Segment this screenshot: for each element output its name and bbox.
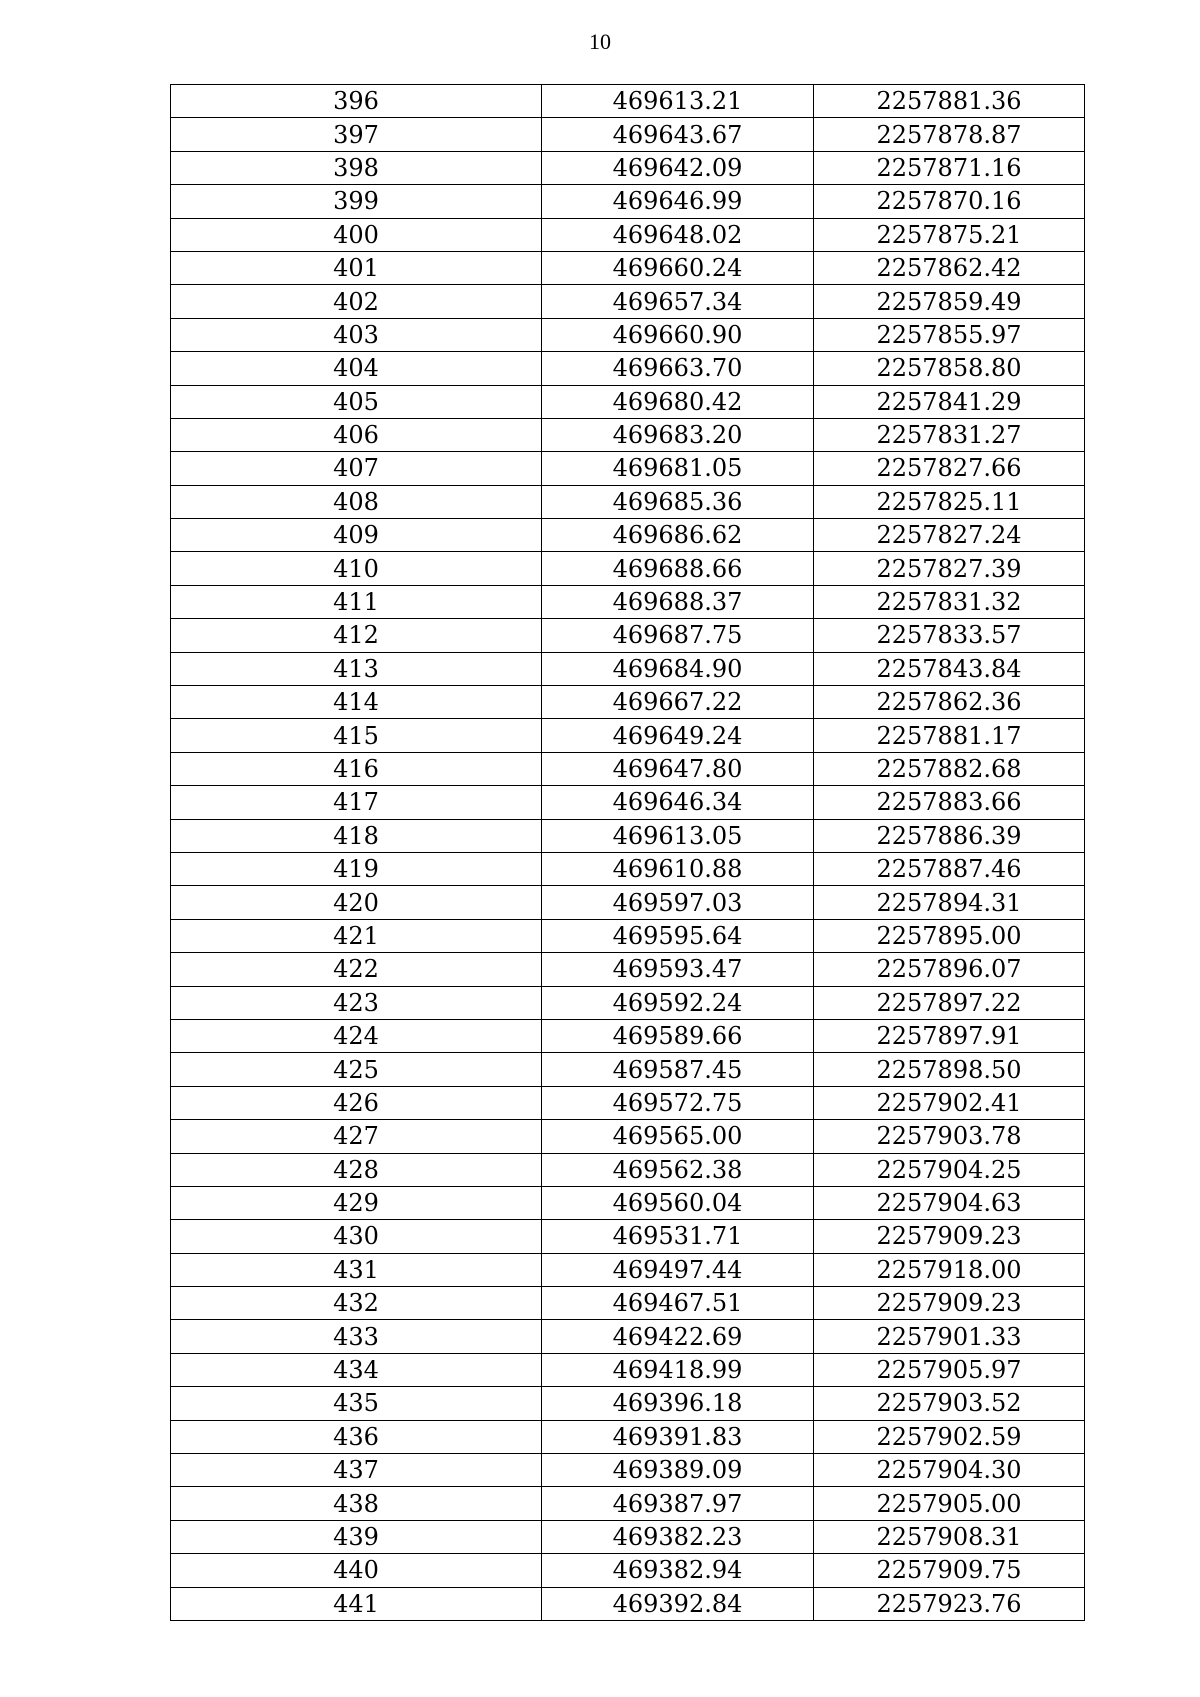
y-coordinate-cell: 2257825.11 [814,485,1085,518]
y-coordinate-cell: 2257883.66 [814,786,1085,819]
x-coordinate-cell: 469597.03 [542,886,814,919]
point-number-cell: 417 [171,786,542,819]
point-number-cell: 424 [171,1019,542,1052]
x-coordinate-cell: 469657.34 [542,285,814,318]
y-coordinate-cell: 2257904.25 [814,1153,1085,1186]
y-coordinate-cell: 2257923.76 [814,1587,1085,1620]
table-row [171,452,1085,485]
point-number-cell: 403 [171,318,542,351]
table-row [171,786,1085,819]
table-row [171,886,1085,919]
x-coordinate-cell: 469687.75 [542,619,814,652]
x-coordinate-cell: 469418.99 [542,1353,814,1386]
y-coordinate-cell: 2257831.27 [814,418,1085,451]
x-coordinate-cell: 469382.94 [542,1554,814,1587]
y-coordinate-cell: 2257902.59 [814,1420,1085,1453]
y-coordinate-cell: 2257895.00 [814,919,1085,952]
table-row [171,585,1085,618]
y-coordinate-cell: 2257862.42 [814,251,1085,284]
x-coordinate-cell: 469422.69 [542,1320,814,1353]
y-coordinate-cell: 2257897.91 [814,1019,1085,1052]
x-coordinate-cell: 469660.24 [542,251,814,284]
x-coordinate-cell: 469560.04 [542,1186,814,1219]
y-coordinate-cell: 2257833.57 [814,619,1085,652]
x-coordinate-cell: 469391.83 [542,1420,814,1453]
table-row [171,1420,1085,1453]
point-number-cell: 429 [171,1186,542,1219]
table-row [171,986,1085,1019]
y-coordinate-cell: 2257902.41 [814,1086,1085,1119]
x-coordinate-cell: 469643.67 [542,118,814,151]
point-number-cell: 432 [171,1287,542,1320]
x-coordinate-cell: 469648.02 [542,218,814,251]
y-coordinate-cell: 2257909.75 [814,1554,1085,1587]
y-coordinate-cell: 2257831.32 [814,585,1085,618]
point-number-cell: 413 [171,652,542,685]
y-coordinate-cell: 2257862.36 [814,686,1085,719]
point-number-cell: 399 [171,185,542,218]
table-row [171,118,1085,151]
x-coordinate-cell: 469646.34 [542,786,814,819]
point-number-cell: 427 [171,1120,542,1153]
point-number-cell: 407 [171,452,542,485]
y-coordinate-cell: 2257905.00 [814,1487,1085,1520]
y-coordinate-cell: 2257881.17 [814,719,1085,752]
table-row [171,318,1085,351]
table-row [171,1253,1085,1286]
x-coordinate-cell: 469389.09 [542,1454,814,1487]
y-coordinate-cell: 2257827.66 [814,452,1085,485]
y-coordinate-cell: 2257909.23 [814,1287,1085,1320]
point-number-cell: 396 [171,85,542,118]
y-coordinate-cell: 2257901.33 [814,1320,1085,1353]
x-coordinate-cell: 469647.80 [542,752,814,785]
y-coordinate-cell: 2257904.63 [814,1186,1085,1219]
table-row [171,1487,1085,1520]
y-coordinate-cell: 2257875.21 [814,218,1085,251]
y-coordinate-cell: 2257897.22 [814,986,1085,1019]
point-number-cell: 439 [171,1520,542,1553]
point-number-cell: 434 [171,1353,542,1386]
point-number-cell: 406 [171,418,542,451]
table-row [171,852,1085,885]
table-row [171,1320,1085,1353]
table-row [171,953,1085,986]
x-coordinate-cell: 469642.09 [542,151,814,184]
table-row [171,1120,1085,1153]
x-coordinate-cell: 469688.66 [542,552,814,585]
x-coordinate-cell: 469686.62 [542,519,814,552]
point-number-cell: 410 [171,552,542,585]
x-coordinate-cell: 469592.24 [542,986,814,1019]
x-coordinate-cell: 469467.51 [542,1287,814,1320]
point-number-cell: 422 [171,953,542,986]
y-coordinate-cell: 2257905.97 [814,1353,1085,1386]
x-coordinate-cell: 469613.21 [542,85,814,118]
table-row [171,819,1085,852]
y-coordinate-cell: 2257827.24 [814,519,1085,552]
point-number-cell: 401 [171,251,542,284]
x-coordinate-cell: 469685.36 [542,485,814,518]
table-row [171,1387,1085,1420]
point-number-cell: 409 [171,519,542,552]
table-row [171,1019,1085,1052]
x-coordinate-cell: 469565.00 [542,1120,814,1153]
y-coordinate-cell: 2257882.68 [814,752,1085,785]
x-coordinate-cell: 469392.84 [542,1587,814,1620]
y-coordinate-cell: 2257898.50 [814,1053,1085,1086]
table-row [171,251,1085,284]
table-row [171,285,1085,318]
point-number-cell: 431 [171,1253,542,1286]
point-number-cell: 440 [171,1554,542,1587]
point-number-cell: 430 [171,1220,542,1253]
point-number-cell: 423 [171,986,542,1019]
y-coordinate-cell: 2257870.16 [814,185,1085,218]
x-coordinate-cell: 469684.90 [542,652,814,685]
x-coordinate-cell: 469396.18 [542,1387,814,1420]
table-row [171,652,1085,685]
point-number-cell: 436 [171,1420,542,1453]
x-coordinate-cell: 469660.90 [542,318,814,351]
x-coordinate-cell: 469562.38 [542,1153,814,1186]
point-number-cell: 426 [171,1086,542,1119]
table-row [171,151,1085,184]
x-coordinate-cell: 469587.45 [542,1053,814,1086]
point-number-cell: 419 [171,852,542,885]
x-coordinate-cell: 469572.75 [542,1086,814,1119]
point-number-cell: 435 [171,1387,542,1420]
table-row [171,1520,1085,1553]
table-row [171,385,1085,418]
x-coordinate-cell: 469610.88 [542,852,814,885]
table-row [171,485,1085,518]
point-number-cell: 420 [171,886,542,919]
table-row [171,1587,1085,1620]
point-number-cell: 405 [171,385,542,418]
x-coordinate-cell: 469646.99 [542,185,814,218]
table-row [171,619,1085,652]
table-row [171,1053,1085,1086]
y-coordinate-cell: 2257887.46 [814,852,1085,885]
point-number-cell: 441 [171,1587,542,1620]
page-number: 10 [589,29,611,54]
x-coordinate-cell: 469667.22 [542,686,814,719]
point-number-cell: 425 [171,1053,542,1086]
point-number-cell: 438 [171,1487,542,1520]
point-number-cell: 414 [171,686,542,719]
y-coordinate-cell: 2257878.87 [814,118,1085,151]
y-coordinate-cell: 2257909.23 [814,1220,1085,1253]
x-coordinate-cell: 469387.97 [542,1487,814,1520]
table-row [171,1287,1085,1320]
point-number-cell: 418 [171,819,542,852]
point-number-cell: 402 [171,285,542,318]
y-coordinate-cell: 2257903.52 [814,1387,1085,1420]
x-coordinate-cell: 469683.20 [542,418,814,451]
x-coordinate-cell: 469613.05 [542,819,814,852]
table-row [171,1353,1085,1386]
point-number-cell: 411 [171,585,542,618]
x-coordinate-cell: 469649.24 [542,719,814,752]
point-number-cell: 421 [171,919,542,952]
y-coordinate-cell: 2257894.31 [814,886,1085,919]
y-coordinate-cell: 2257908.31 [814,1520,1085,1553]
table-row [171,1454,1085,1487]
table-row [171,552,1085,585]
y-coordinate-cell: 2257841.29 [814,385,1085,418]
y-coordinate-cell: 2257918.00 [814,1253,1085,1286]
point-number-cell: 428 [171,1153,542,1186]
x-coordinate-cell: 469663.70 [542,352,814,385]
coordinates-table-body [171,85,1085,1621]
y-coordinate-cell: 2257903.78 [814,1120,1085,1153]
y-coordinate-cell: 2257886.39 [814,819,1085,852]
point-number-cell: 400 [171,218,542,251]
point-number-cell: 404 [171,352,542,385]
y-coordinate-cell: 2257881.36 [814,85,1085,118]
y-coordinate-cell: 2257858.80 [814,352,1085,385]
table-row [171,1220,1085,1253]
point-number-cell: 398 [171,151,542,184]
point-number-cell: 397 [171,118,542,151]
x-coordinate-cell: 469382.23 [542,1520,814,1553]
x-coordinate-cell: 469497.44 [542,1253,814,1286]
point-number-cell: 412 [171,619,542,652]
x-coordinate-cell: 469681.05 [542,452,814,485]
x-coordinate-cell: 469589.66 [542,1019,814,1052]
point-number-cell: 408 [171,485,542,518]
y-coordinate-cell: 2257904.30 [814,1454,1085,1487]
table-row [171,919,1085,952]
table-row [171,1554,1085,1587]
x-coordinate-cell: 469688.37 [542,585,814,618]
y-coordinate-cell: 2257843.84 [814,652,1085,685]
point-number-cell: 433 [171,1320,542,1353]
x-coordinate-cell: 469531.71 [542,1220,814,1253]
table-row [171,1186,1085,1219]
point-number-cell: 437 [171,1454,542,1487]
y-coordinate-cell: 2257827.39 [814,552,1085,585]
y-coordinate-cell: 2257859.49 [814,285,1085,318]
coordinates-table [170,84,1085,1621]
table-row [171,418,1085,451]
table-row [171,85,1085,118]
x-coordinate-cell: 469595.64 [542,919,814,952]
table-row [171,352,1085,385]
table-row [171,1086,1085,1119]
x-coordinate-cell: 469593.47 [542,953,814,986]
point-number-cell: 415 [171,719,542,752]
table-row [171,752,1085,785]
table-row [171,686,1085,719]
table-row [171,185,1085,218]
y-coordinate-cell: 2257871.16 [814,151,1085,184]
y-coordinate-cell: 2257896.07 [814,953,1085,986]
x-coordinate-cell: 469680.42 [542,385,814,418]
point-number-cell: 416 [171,752,542,785]
table-row [171,519,1085,552]
table-row [171,719,1085,752]
y-coordinate-cell: 2257855.97 [814,318,1085,351]
table-row [171,218,1085,251]
table-row [171,1153,1085,1186]
